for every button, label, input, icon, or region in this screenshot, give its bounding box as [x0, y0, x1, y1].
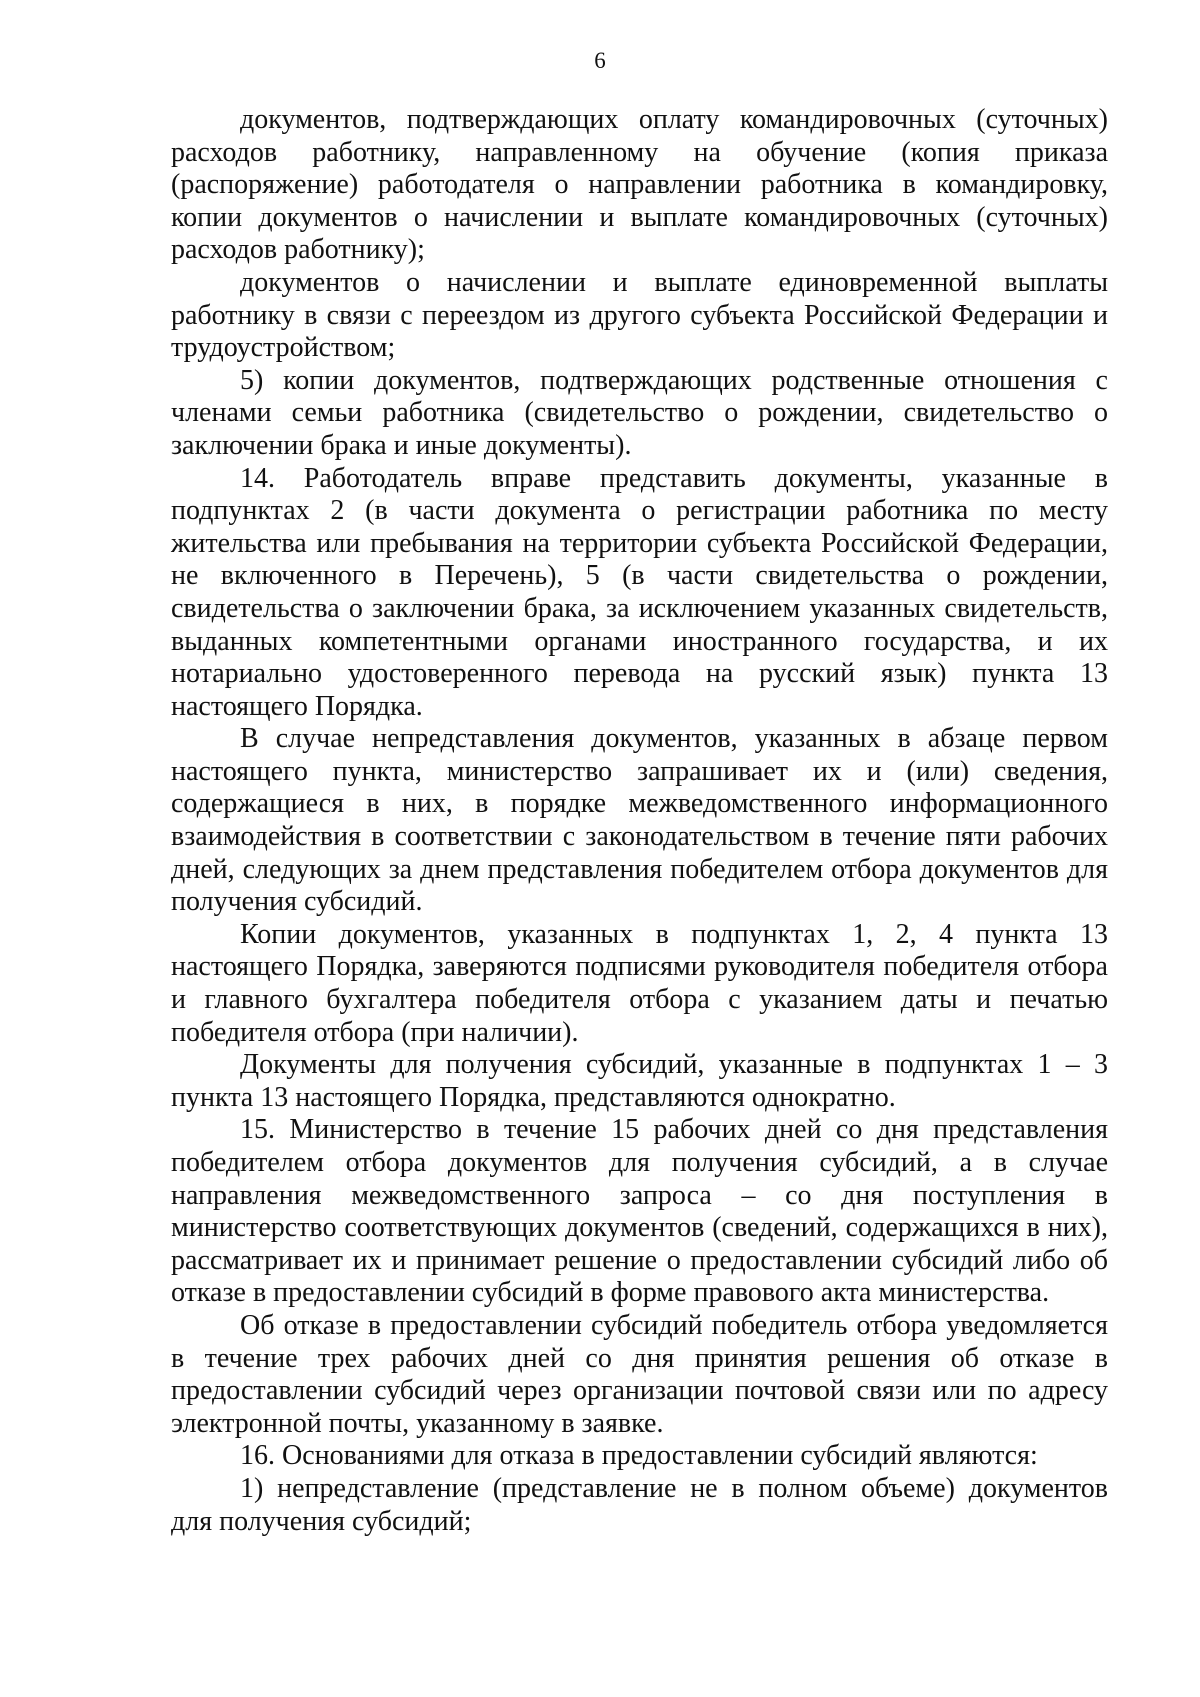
paragraph-refusal-notification: Об отказе в предоставлении субсидий победитель отбора уведомляется в течение трех рабочих дней со дня принятия решения об отказе в предоставлении субсидий через организации почтовой связи или по адресу электронной почты, указанному в заявке. — [171, 1309, 1108, 1439]
paragraph-item-5-family-docs: 5) копии документов, подтверждающих родственные отношения с членами семьи работника (свидетельство о рождении, свидетельство о заключении брака и иные документы). — [171, 364, 1108, 461]
paragraph-one-time-submission: Документы для получения субсидий, указанные в подпунктах 1 – 3 пункта 13 настоящего Порядка, представляются однократно. — [171, 1049, 1108, 1113]
document-body — [171, 104, 1108, 1538]
paragraph-travel-expenses-docs: документов, подтверждающих оплату командировочных (суточных) расходов работнику, направленному на обучение (копия приказа (распоряжение) работодателя о направлении работника в командировку, копии документов о начислении и выплате командировочных (суточных) расходов работнику); — [171, 104, 1108, 266]
paragraph-relocation-payment-docs: документов о начислении и выплате единовременной выплаты работнику в связи с переездом из другого субъекта Российской Федерации и трудоустройством; — [171, 266, 1108, 364]
paragraph-section-14: 14. Работодатель вправе представить документы, указанные в подпунктах 2 (в части документа о регистрации работника по месту жительства или пребывания на территории субъекта Российской Федерации, не включенного в Перечень), 5 (в части свидетельства о рождении, свидетельства о заключении брака, за исключением указанных свидетельств, выданных компетентными органами иностранного государства, и их нотариально удостоверенного перевода на русский язык) пункта 13 настоящего Порядка. — [171, 462, 1108, 722]
paragraph-item-1-nonsubmission: 1) непредставление (представление не в полном объеме) документов для получения субсидий; — [171, 1472, 1108, 1537]
paragraph-interagency-request: В случае непредставления документов, указанных в абзаце первом настоящего пункта, министерство запрашивает их и (или) сведения, содержащиеся в них, в порядке межведомственного информационного взаимодействия в соответствии с законодательством в течение пяти рабочих дней, следующих за днем представления победителем отбора документов для получения субсидий. — [171, 723, 1108, 918]
page-number: 6 — [594, 48, 606, 73]
paragraph-copies-certification: Копии документов, указанных в подпунктах 1, 2, 4 пункта 13 настоящего Порядка, заверяются подписями руководителя победителя отбора и главного бухгалтера победителя отбора с указанием даты и печатью победителя отбора (при наличии). — [171, 918, 1108, 1048]
paragraph-section-16: 16. Основаниями для отказа в предоставлении субсидий являются: — [240, 1440, 1038, 1472]
paragraph-section-15: 15. Министерство в течение 15 рабочих дней со дня представления победителем отбора документов для получения субсидий, а в случае направления межведомственного запроса – со дня поступления в министерство соответствующих документов (сведений, содержащихся в них), рассматривает их и принимает решение о предоставлении субсидий либо об отказе в предоставлении субсидий в форме правового акта министерства. — [171, 1114, 1108, 1309]
